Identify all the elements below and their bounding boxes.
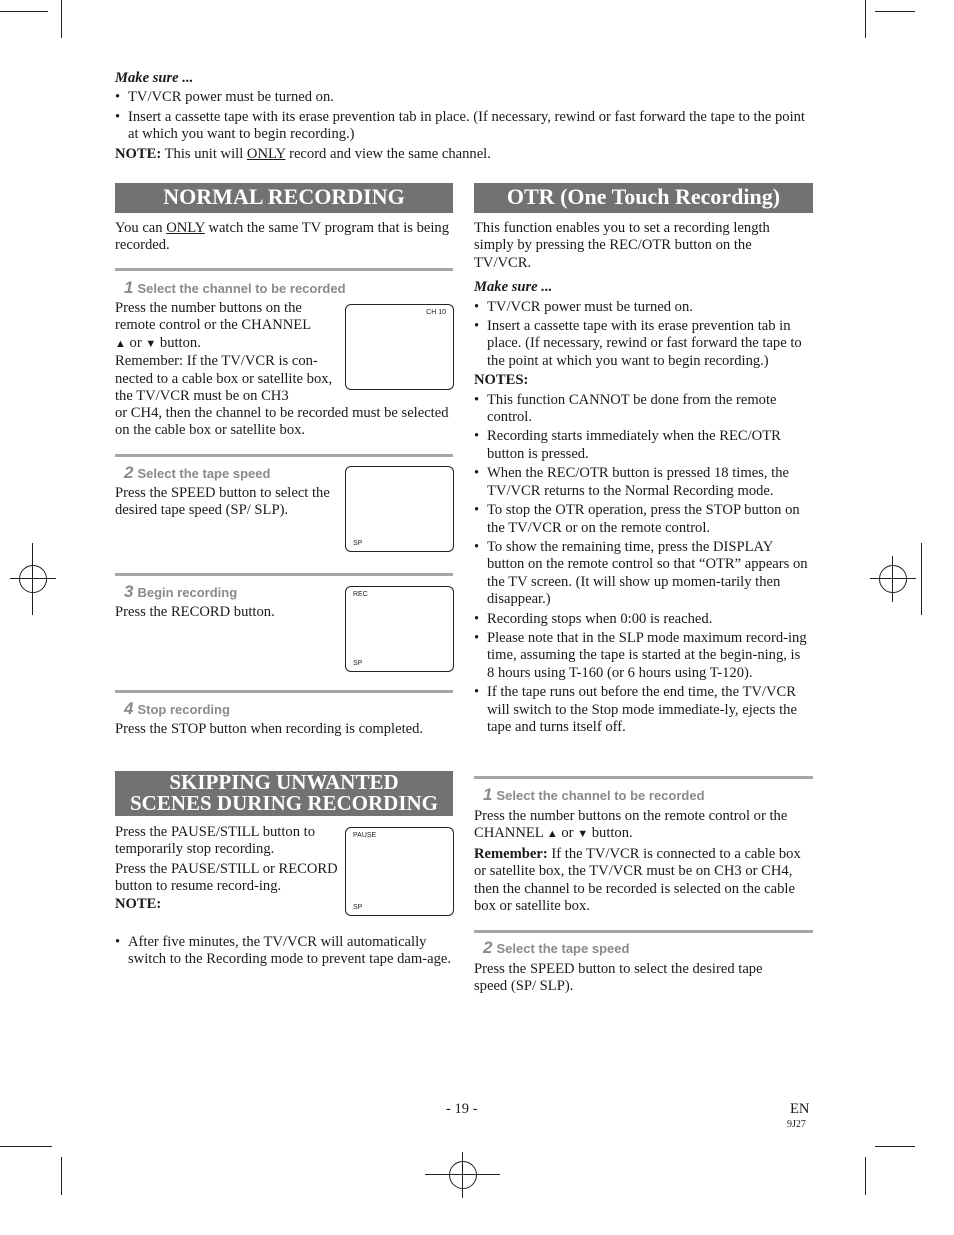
step-heading: [124, 582, 237, 602]
otr-note: • This function CANNOT be done from the remote control.: [474, 392, 809, 427]
make-sure-heading: Make sure ...: [115, 70, 194, 86]
step1-line: Press the number buttons on the remote control or the CHANNEL: [115, 300, 312, 334]
otr-step1-button: button.: [588, 825, 633, 842]
screen-label: SP: [353, 660, 363, 667]
otr-notes-label: NOTES:: [474, 372, 529, 389]
step-divider: [474, 930, 813, 933]
otr-note: • To show the remaining time, press the DISPLAY button on the remote control so that “OTR” appears on the TV screen. (It will show up momen-tarily then disappear.): [474, 539, 809, 609]
skipping-note-label: NOTE:: [115, 895, 162, 912]
note-text: record and view the same channel.: [285, 145, 491, 162]
intro-block: [115, 70, 815, 163]
tv-screen-sp: [345, 466, 454, 552]
note-text: This unit will: [161, 145, 247, 162]
otr-text: [474, 220, 809, 736]
model-code: 9J27: [787, 1119, 806, 1130]
skipping-note-bullet: • After five minutes, the TV/VCR will automatically switch to the Recording mode to prevent tape dam-age.: [115, 934, 453, 969]
remember-text: If the TV/VCR is connected to a cable box or satellite box, the TV/VCR must be on CH3 or CH4, then the channel to be recorded is selected on the cable box or satellite box.: [474, 845, 801, 915]
down-arrow-icon: ▼: [145, 337, 157, 350]
skipping-paragraph: Press the PAUSE/STILL button to temporarily stop recording.: [115, 824, 316, 858]
crop-mark: [61, 1157, 62, 1195]
step1-text: [115, 300, 337, 405]
registration-mark-icon: [879, 565, 907, 593]
step-number: 1: [483, 785, 493, 804]
step-heading: [483, 785, 705, 805]
otr-step1-text: [474, 808, 813, 915]
step4-text: Press the STOP button when recording is completed.: [115, 721, 424, 737]
step-divider: [474, 776, 813, 779]
normal-intro-only: ONLY: [166, 220, 205, 236]
intro-bullet: • TV/VCR power must be turned on.: [115, 89, 815, 106]
note-label: NOTE:: [115, 145, 162, 162]
step-heading: [483, 938, 629, 958]
crop-mark: [0, 1146, 52, 1147]
step1-button: button.: [156, 334, 201, 351]
otr-step1-remember: [474, 846, 813, 916]
tv-screen-ch10: [345, 304, 454, 390]
otr-banner: OTR (One Touch Recording): [474, 183, 813, 213]
normal-intro: [115, 220, 453, 255]
screen-label: REC: [353, 591, 368, 598]
up-arrow-icon: ▲: [115, 337, 126, 350]
screen-label: CH 10: [426, 309, 446, 316]
skipping-banner: [115, 771, 453, 816]
step-divider: [115, 268, 453, 271]
otr-note: • If the tape runs out before the end time, the TV/VCR will switch to the Stop mode immediate-ly, ejects the tape and turns itself off.: [474, 684, 809, 736]
step1-text-cont: or CH4, then the channel to be recorded must be selected on the cable box or satellite box.: [115, 405, 449, 439]
step-heading: [124, 699, 230, 719]
otr-note: • When the REC/OTR button is pressed 18 times, the TV/VCR returns to the Normal Recording mode.: [474, 465, 809, 500]
down-arrow-icon: ▼: [577, 828, 589, 841]
screen-label: SP: [353, 540, 363, 547]
step-heading: [124, 463, 270, 483]
otr-make-sure-bullet: • TV/VCR power must be turned on.: [474, 299, 809, 316]
otr-step1-line: Press the number buttons on the remote control or the CHANNEL: [474, 808, 788, 842]
otr-note: • Recording starts immediately when the REC/OTR button is pressed.: [474, 428, 809, 463]
skipping-title-line: SKIPPING UNWANTED: [169, 770, 399, 794]
step-number: 2: [483, 938, 493, 957]
language-code: EN: [790, 1101, 810, 1117]
otr-step1-or: or: [557, 825, 578, 842]
step-number: 2: [124, 463, 134, 482]
step3-text: Press the RECORD button.: [115, 604, 275, 620]
up-arrow-icon: ▲: [546, 828, 558, 841]
otr-note: • Recording stops when 0:00 is reached.: [474, 611, 809, 628]
step-title: Begin recording: [137, 585, 238, 600]
crop-mark: [865, 0, 866, 38]
otr-note: • To stop the OTR operation, press the STOP button on the TV/VCR or on the remote control.: [474, 502, 809, 537]
skipping-text: [115, 824, 341, 913]
crop-mark: [0, 11, 48, 12]
crop-mark: [875, 1146, 915, 1147]
normal-recording-banner: NORMAL RECORDING: [115, 183, 453, 213]
otr-note: • Please note that in the SLP mode maximum record-ing time, assuming the tape is started at the begin-ning, is 8 hours using T-160 (or 6 hours using T-120).: [474, 630, 809, 682]
tv-screen-rec: [345, 586, 454, 672]
crop-mark: [61, 0, 62, 38]
otr-make-sure: Make sure ...: [474, 279, 553, 296]
skipping-title-line: SCENES DURING RECORDING: [129, 791, 439, 815]
intro-note: [115, 146, 815, 163]
screen-label: PAUSE: [353, 832, 377, 839]
step-title: Select the channel to be recorded: [496, 788, 705, 803]
step2-text: Press the SPEED button to select the desired tape speed (SP/ SLP).: [115, 485, 330, 519]
crop-mark: [875, 11, 915, 12]
step-number: 3: [124, 582, 134, 601]
crop-mark: [865, 1157, 866, 1195]
step1-remember: Remember: If the TV/VCR is con-nected to a cable box or satellite box, the TV/VCR must be on CH3: [115, 353, 333, 405]
page-number: - 19 -: [446, 1101, 478, 1117]
step1-or: or: [125, 334, 146, 351]
step-number: 4: [124, 699, 134, 718]
otr-make-sure-bullet: • Insert a cassette tape with its erase prevention tab in place. (If necessary, rewind or fast forward the tape to the point at which you want to begin recording.): [474, 318, 809, 370]
otr-intro: This function enables you to set a recording length simply by pressing the REC/OTR button on the TV/VCR.: [474, 220, 770, 271]
crop-mark: [425, 1174, 500, 1175]
step-title: Select the tape speed: [137, 466, 271, 481]
tv-screen-pause: [345, 827, 454, 916]
step-title: Select the tape speed: [496, 941, 630, 956]
normal-intro-text: You can: [115, 220, 167, 236]
step-heading: [124, 278, 346, 298]
note-only: ONLY: [246, 145, 286, 162]
normal-intro-text: watch the same TV program that is being recorded.: [115, 220, 450, 254]
step-divider: [115, 454, 453, 457]
step-divider: [115, 573, 453, 576]
step-number: 1: [124, 278, 134, 297]
remember-label: Remember:: [474, 845, 548, 862]
registration-mark-icon: [449, 1161, 477, 1189]
skipping-paragraph: Press the PAUSE/STILL or RECORD button to resume record-ing.: [115, 860, 338, 895]
otr-step2-text: Press the SPEED button to select the desired tape speed (SP/ SLP).: [474, 961, 763, 995]
crop-mark: [921, 543, 922, 615]
screen-label: SP: [353, 904, 363, 911]
step-title: Select the channel to be recorded: [137, 281, 346, 296]
intro-bullet: • Insert a cassette tape with its erase prevention tab in place. (If necessary, rewind or fast forward the tape to the point at which you want to begin recording.): [115, 109, 815, 144]
step-title: Stop recording: [137, 702, 230, 717]
step-divider: [115, 690, 453, 693]
registration-mark-icon: [19, 565, 47, 593]
